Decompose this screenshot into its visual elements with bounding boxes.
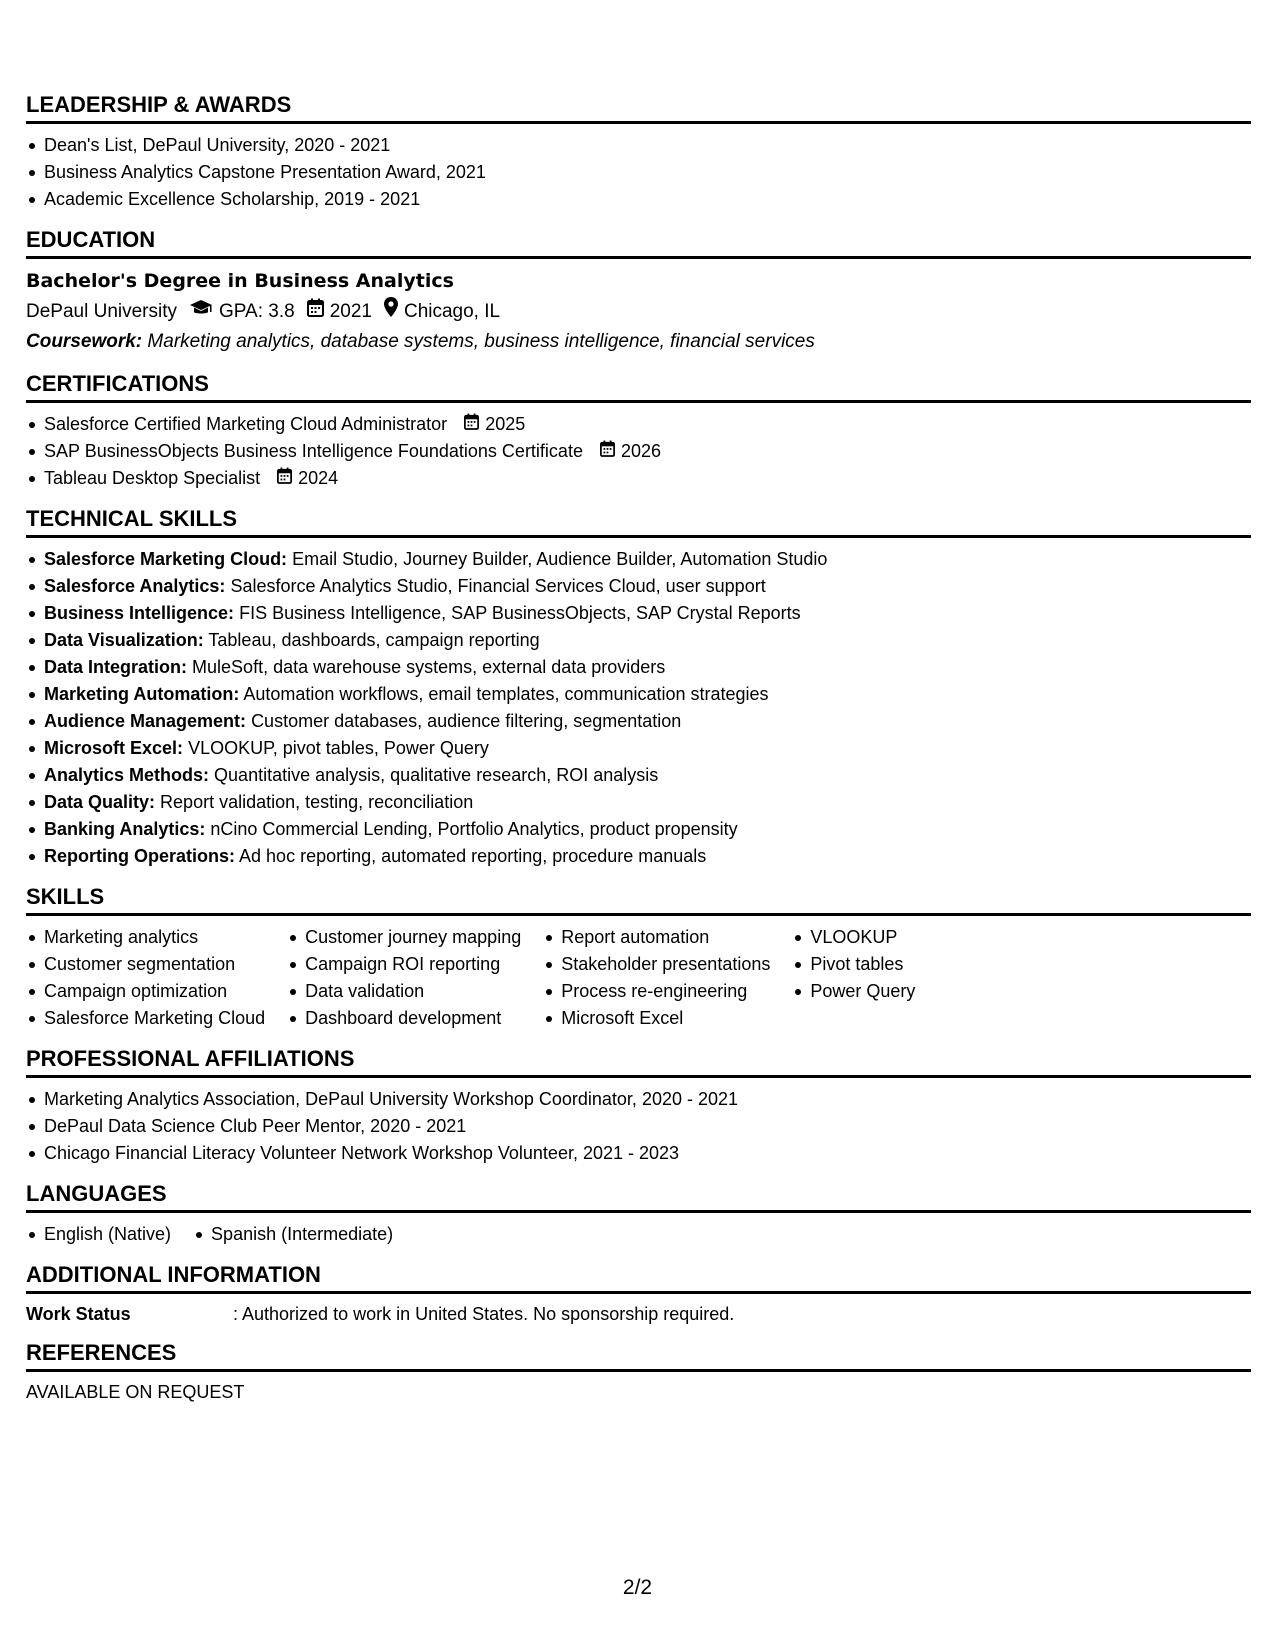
skill-value: Salesforce Analytics Studio, Financial Services Cloud, user support	[230, 576, 766, 596]
list-item: Process re-engineering	[561, 978, 770, 1005]
section-title: SKILLS	[26, 884, 1251, 916]
education-details	[26, 296, 1251, 327]
section-title: CERTIFICATIONS	[26, 371, 1251, 403]
language-list	[193, 1221, 393, 1248]
cert-year: 2026	[620, 441, 662, 461]
skills-column	[26, 924, 265, 1032]
section-title: PROFESSIONAL AFFILIATIONS	[26, 1046, 1251, 1078]
technical-skills-list	[26, 546, 1251, 870]
graduation-cap-icon	[189, 296, 213, 327]
list-item: Campaign ROI reporting	[305, 951, 521, 978]
technical-skills-section	[26, 506, 1251, 870]
list-item	[44, 816, 1251, 843]
leadership-list	[26, 132, 1251, 213]
degree-title: Bachelor's Degree in Business Analytics	[26, 270, 454, 292]
graduation-year: 2021	[329, 301, 372, 322]
list-item	[44, 465, 1251, 492]
skill-value: Quantitative analysis, qualitative research, ROI analysis	[214, 765, 659, 785]
skill-value: Email Studio, Journey Builder, Audience Builder, Automation Studio	[292, 549, 828, 569]
skills-column	[543, 924, 770, 1032]
cert-year: 2025	[485, 414, 526, 434]
coursework-label: Coursework:	[26, 331, 143, 352]
references-section	[26, 1340, 1251, 1404]
references-text: AVAILABLE ON REQUEST	[26, 1382, 245, 1402]
list-item: VLOOKUP	[810, 924, 915, 951]
education-section	[26, 227, 1251, 357]
skill-label: Salesforce Marketing Cloud:	[44, 549, 288, 569]
list-item: Power Query	[810, 978, 915, 1005]
calendar-icon	[277, 465, 292, 492]
skills-section	[26, 884, 1251, 1032]
section-title: TECHNICAL SKILLS	[26, 506, 1251, 538]
list-item: Customer segmentation	[44, 951, 265, 978]
skill-label: Reporting Operations:	[44, 846, 236, 866]
list-item	[44, 546, 1251, 573]
section-title: EDUCATION	[26, 227, 1251, 259]
list-item: Chicago Financial Literacy Volunteer Network Workshop Volunteer, 2021 - 2023	[44, 1140, 1251, 1167]
language-list	[26, 1221, 171, 1248]
skill-label: Data Quality:	[44, 792, 156, 812]
calendar-icon	[600, 438, 615, 465]
section-title: REFERENCES	[26, 1340, 1251, 1372]
skills-column	[287, 924, 521, 1032]
list-item	[44, 627, 1251, 654]
languages-section	[26, 1181, 1251, 1248]
list-item: English (Native)	[44, 1221, 171, 1248]
list-item: Data validation	[305, 978, 521, 1005]
list-item: Customer journey mapping	[305, 924, 521, 951]
skill-label: Audience Management:	[44, 711, 247, 731]
gpa: GPA: 3.8	[219, 301, 295, 322]
list-item	[44, 600, 1251, 627]
list-item: Pivot tables	[810, 951, 915, 978]
list-item	[44, 708, 1251, 735]
list-item	[44, 843, 1251, 870]
list-item: Business Analytics Capstone Presentation Award, 2021	[44, 159, 1251, 186]
skill-label: Banking Analytics:	[44, 819, 206, 839]
list-item: Microsoft Excel	[561, 1005, 770, 1032]
list-item: Spanish (Intermediate)	[211, 1221, 393, 1248]
list-item: Marketing Analytics Association, DePaul University Workshop Coordinator, 2020 - 2021	[44, 1086, 1251, 1113]
list-item	[44, 654, 1251, 681]
coursework	[26, 327, 1251, 357]
page-number: 2/2	[622, 1576, 653, 1599]
coursework-text: Marketing analytics, database systems, business intelligence, financial services	[147, 331, 815, 352]
skill-label: Microsoft Excel:	[44, 738, 184, 758]
section-title: LEADERSHIP & AWARDS	[26, 92, 1251, 124]
section-title: ADDITIONAL INFORMATION	[26, 1262, 1251, 1294]
cert-name: Tableau Desktop Specialist	[44, 468, 261, 488]
list-item	[44, 762, 1251, 789]
calendar-icon	[464, 411, 479, 438]
skills-grid	[26, 924, 1251, 1032]
skill-value: Tableau, dashboards, campaign reporting	[208, 630, 540, 650]
skill-label: Marketing Automation:	[44, 684, 240, 704]
list-item	[44, 735, 1251, 762]
work-status-value: : Authorized to work in United States. No sponsorship required.	[233, 1304, 735, 1324]
additional-info-section	[26, 1262, 1251, 1326]
affiliations-section	[26, 1046, 1251, 1167]
skill-label: Analytics Methods:	[44, 765, 210, 785]
cert-name: Salesforce Certified Marketing Cloud Administrator	[44, 414, 448, 434]
list-item	[44, 681, 1251, 708]
skill-value: Automation workflows, email templates, communication strategies	[243, 684, 769, 704]
skill-value: Customer databases, audience filtering, segmentation	[251, 711, 682, 731]
school-name: DePaul University	[26, 301, 177, 322]
list-item: Campaign optimization	[44, 978, 265, 1005]
affiliations-list	[26, 1086, 1251, 1167]
skill-value: nCino Commercial Lending, Portfolio Analytics, product propensity	[210, 819, 738, 839]
skill-value: MuleSoft, data warehouse systems, external data providers	[192, 657, 666, 677]
skills-column	[792, 924, 915, 1032]
location: Chicago, IL	[403, 301, 501, 322]
skill-value: FIS Business Intelligence, SAP BusinessObjects, SAP Crystal Reports	[239, 603, 801, 623]
skill-label: Business Intelligence:	[44, 603, 235, 623]
list-item: Salesforce Marketing Cloud	[44, 1005, 265, 1032]
section-title: LANGUAGES	[26, 1181, 1251, 1213]
list-item	[44, 789, 1251, 816]
list-item	[44, 573, 1251, 600]
work-status-label: Work Status	[26, 1304, 131, 1324]
work-status-row	[26, 1302, 1251, 1326]
cert-name: SAP BusinessObjects Business Intelligence Foundations Certificate	[44, 441, 583, 461]
list-item	[44, 438, 1251, 465]
list-item: Dashboard development	[305, 1005, 521, 1032]
list-item: Dean's List, DePaul University, 2020 - 2021	[44, 132, 1251, 159]
languages-row	[26, 1221, 1251, 1248]
map-pin-icon	[384, 296, 398, 327]
leadership-section	[26, 92, 1251, 213]
certifications-list	[26, 411, 1251, 492]
skill-value: Ad hoc reporting, automated reporting, procedure manuals	[239, 846, 707, 866]
resume-page	[26, 92, 1251, 1418]
certifications-section	[26, 371, 1251, 492]
skill-value: Report validation, testing, reconciliation	[160, 792, 474, 812]
list-item: Report automation	[561, 924, 770, 951]
skill-label: Data Visualization:	[44, 630, 204, 650]
list-item	[44, 411, 1251, 438]
list-item: DePaul Data Science Club Peer Mentor, 2020 - 2021	[44, 1113, 1251, 1140]
cert-year: 2024	[298, 468, 339, 488]
list-item: Marketing analytics	[44, 924, 265, 951]
list-item: Academic Excellence Scholarship, 2019 - 2021	[44, 186, 1251, 213]
calendar-icon	[307, 296, 324, 327]
list-item: Stakeholder presentations	[561, 951, 770, 978]
skill-value: VLOOKUP, pivot tables, Power Query	[188, 738, 489, 758]
skill-label: Salesforce Analytics:	[44, 576, 226, 596]
skill-label: Data Integration:	[44, 657, 188, 677]
